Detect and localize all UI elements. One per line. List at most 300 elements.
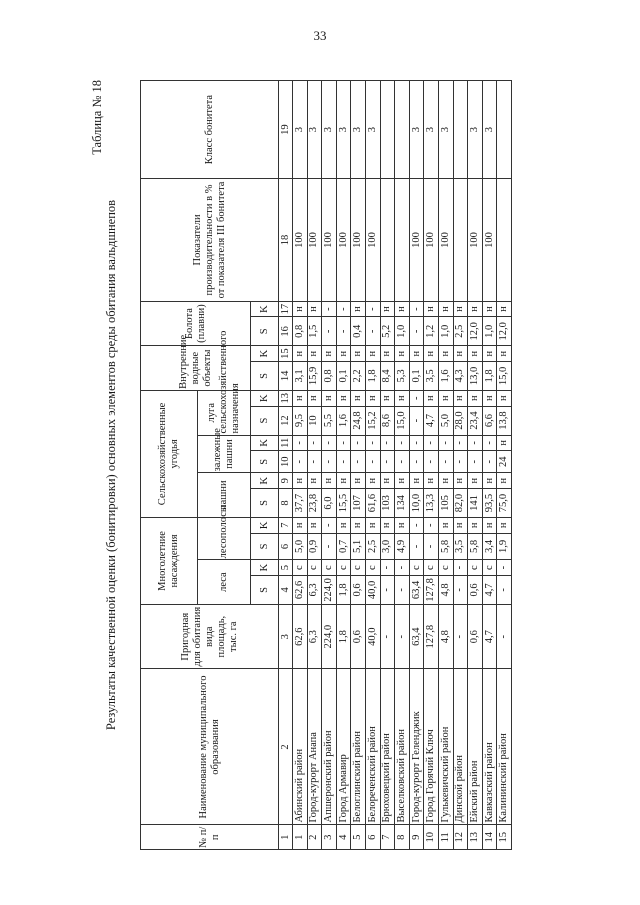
cell-a-s: 6,0	[322, 489, 337, 518]
cell-m-s: 5,0	[438, 406, 453, 435]
cell-w-k: н	[409, 346, 424, 362]
cell-bg-k: -	[336, 301, 351, 317]
cell-b-s: 1,9	[497, 533, 512, 560]
cell-name: Кавказский район	[482, 669, 497, 825]
cell-b-s: -	[322, 533, 337, 560]
cell-f-k: с	[409, 560, 424, 576]
cell-bg-k: н	[380, 301, 395, 317]
cell-name: Белоглинский район	[351, 669, 366, 825]
cell-n: 3	[322, 825, 337, 850]
cell-m-k: н	[453, 390, 468, 406]
cell-f-s: 1,8	[336, 575, 351, 604]
header-s: S	[251, 317, 279, 346]
cell-n: 11	[438, 825, 453, 850]
cell-b-s: 3,0	[380, 533, 395, 560]
cell-b-k: н	[453, 517, 468, 533]
header-k: K	[251, 517, 279, 533]
cell-bg-s: 1,5	[307, 317, 322, 346]
cell-f-k: -	[497, 560, 512, 576]
cell-n: 5	[351, 825, 366, 850]
cell-f-k: с	[438, 560, 453, 576]
cell-bg-k: -	[322, 301, 337, 317]
col-number: 11	[279, 435, 293, 451]
cell-f-s: -	[453, 575, 468, 604]
header-agri: Сельскохозяйственные угодья	[141, 390, 198, 517]
cell-w-s: 0,8	[322, 361, 337, 390]
page-number: 33	[313, 28, 327, 43]
col-number: 4	[279, 575, 293, 604]
cell-f-k: с	[293, 560, 308, 576]
cell-f-s: 127,8	[424, 575, 439, 604]
cell-bg-k: -	[365, 301, 380, 317]
cell-w-s: 15,0	[497, 361, 512, 390]
cell-c: 3	[438, 81, 453, 179]
cell-b-k: -	[409, 517, 424, 533]
cell-p: 100	[482, 179, 497, 302]
cell-bg-s: 5,2	[380, 317, 395, 346]
cell-m-s: 13,8	[497, 406, 512, 435]
cell-n: 15	[497, 825, 512, 850]
cell-w-s: 1,8	[365, 361, 380, 390]
cell-bg-s: 1,0	[438, 317, 453, 346]
cell-m-k: н	[497, 390, 512, 406]
cell-b-k: -	[322, 517, 337, 533]
cell-c: 3	[482, 81, 497, 179]
header-fallow: залежные пашни	[198, 435, 251, 473]
cell-name: Брюховецкий район	[380, 669, 395, 825]
cell-fp-k: -	[468, 435, 483, 451]
cell-p: 100	[468, 179, 483, 302]
cell-area: 0,6	[468, 604, 483, 669]
cell-f-s: 4,7	[482, 575, 497, 604]
cell-bg-k: н	[395, 301, 410, 317]
cell-name: Апшеронский район	[322, 669, 337, 825]
cell-m-s: 4,7	[424, 406, 439, 435]
cell-b-k: н	[293, 517, 308, 533]
table-row	[322, 81, 337, 850]
header-k: K	[251, 560, 279, 576]
cell-a-k: н	[336, 473, 351, 489]
cell-a-s: 37,7	[293, 489, 308, 518]
cell-w-s: 1,8	[482, 361, 497, 390]
cell-m-s: 1,6	[336, 406, 351, 435]
col-number: 10	[279, 451, 293, 473]
cell-f-s: 63,4	[409, 575, 424, 604]
cell-f-s: 6,3	[307, 575, 322, 604]
header-k: K	[251, 473, 279, 489]
cell-fp-k: -	[424, 435, 439, 451]
table-row	[307, 81, 322, 850]
cell-w-k: н	[395, 346, 410, 362]
cell-m-k: н	[438, 390, 453, 406]
cell-c: 3	[351, 81, 366, 179]
cell-m-s: 8,6	[380, 406, 395, 435]
cell-name: Белореченский район	[365, 669, 380, 825]
cell-n: 6	[365, 825, 380, 850]
cell-fp-s: -	[307, 451, 322, 473]
cell-m-k: н	[322, 390, 337, 406]
cell-fp-s: -	[380, 451, 395, 473]
cell-w-k: н	[336, 346, 351, 362]
cell-b-s: 5,8	[468, 533, 483, 560]
cell-f-s: -	[380, 575, 395, 604]
cell-bg-s: -	[322, 317, 337, 346]
cell-fp-s: -	[322, 451, 337, 473]
cell-p: 100	[293, 179, 308, 302]
cell-b-k: н	[380, 517, 395, 533]
cell-b-s: 5,0	[293, 533, 308, 560]
cell-c: 3	[468, 81, 483, 179]
header-water: Внутренние водные объекты	[141, 346, 251, 391]
cell-w-k: н	[365, 346, 380, 362]
col-number: 14	[279, 361, 293, 390]
cell-c: 3	[365, 81, 380, 179]
cell-w-s: 15,9	[307, 361, 322, 390]
cell-area: 62,6	[293, 604, 308, 669]
cell-m-k: н	[293, 390, 308, 406]
cell-bg-s: 0,4	[351, 317, 366, 346]
rotated-table-block	[90, 80, 610, 850]
cell-bg-k: н	[424, 301, 439, 317]
cell-fp-k: н	[497, 435, 512, 451]
header-s: S	[251, 406, 279, 435]
bonitet-table	[140, 80, 512, 850]
cell-a-s: 82,0	[453, 489, 468, 518]
cell-w-k: н	[307, 346, 322, 362]
cell-m-k: н	[395, 390, 410, 406]
table-row	[409, 81, 424, 850]
cell-a-k: н	[307, 473, 322, 489]
cell-f-k: -	[453, 560, 468, 576]
cell-m-s: -	[409, 406, 424, 435]
cell-m-s: 28,0	[453, 406, 468, 435]
cell-n: 9	[409, 825, 424, 850]
cell-w-s: 3,1	[293, 361, 308, 390]
cell-bg-s: 1,0	[395, 317, 410, 346]
table-row	[482, 81, 497, 850]
header-perennial: Многолетние насаждения	[141, 517, 198, 604]
cell-b-s: 2,5	[365, 533, 380, 560]
col-number: 7	[279, 517, 293, 533]
cell-w-k: н	[482, 346, 497, 362]
cell-name: Динской район	[453, 669, 468, 825]
cell-name: Выселковский район	[395, 669, 410, 825]
cell-a-k: н	[497, 473, 512, 489]
cell-b-k: н	[497, 517, 512, 533]
cell-f-s: 4,8	[438, 575, 453, 604]
cell-a-s: 15,5	[336, 489, 351, 518]
cell-p	[395, 179, 410, 302]
cell-m-k: н	[482, 390, 497, 406]
header-k: K	[251, 435, 279, 451]
cell-w-s: 5,3	[395, 361, 410, 390]
cell-n: 14	[482, 825, 497, 850]
cell-m-s: 5,5	[322, 406, 337, 435]
header-bonitet: Класс бонитета	[141, 81, 279, 179]
cell-bg-s: -	[365, 317, 380, 346]
cell-p: 100	[409, 179, 424, 302]
cell-fp-s: -	[409, 451, 424, 473]
cell-name: Город Горячий Ключ	[424, 669, 439, 825]
cell-w-s: 13,0	[468, 361, 483, 390]
table-row	[395, 81, 410, 850]
cell-a-k: н	[468, 473, 483, 489]
cell-b-k: н	[395, 517, 410, 533]
col-number: 2	[279, 669, 293, 825]
header-s: S	[251, 533, 279, 560]
header-meadows: луга сельскохозяйственного назначения	[198, 390, 251, 435]
col-number: 9	[279, 473, 293, 489]
cell-a-s: 10,0	[409, 489, 424, 518]
cell-p: 100	[424, 179, 439, 302]
cell-bg-k: н	[453, 301, 468, 317]
cell-a-k: н	[424, 473, 439, 489]
col-number: 16	[279, 317, 293, 346]
cell-b-k: н	[482, 517, 497, 533]
col-number: 13	[279, 390, 293, 406]
cell-bg-s: 12,0	[468, 317, 483, 346]
cell-f-k: с	[336, 560, 351, 576]
cell-fp-k: -	[453, 435, 468, 451]
cell-fp-s: -	[438, 451, 453, 473]
cell-fp-k: -	[409, 435, 424, 451]
cell-c: 3	[409, 81, 424, 179]
cell-p: 100	[322, 179, 337, 302]
cell-p: 100	[438, 179, 453, 302]
cell-a-s: 134	[395, 489, 410, 518]
cell-b-k: н	[468, 517, 483, 533]
cell-c	[380, 81, 395, 179]
cell-w-k: н	[468, 346, 483, 362]
cell-m-s: 9,5	[293, 406, 308, 435]
header-forests: леса	[198, 560, 251, 605]
cell-a-k: н	[453, 473, 468, 489]
cell-a-s: 13,3	[424, 489, 439, 518]
cell-w-k: н	[380, 346, 395, 362]
cell-f-s: 224,0	[322, 575, 337, 604]
cell-area: 127,8	[424, 604, 439, 669]
cell-c	[395, 81, 410, 179]
cell-fp-k: -	[380, 435, 395, 451]
cell-fp-k: -	[322, 435, 337, 451]
header-s: S	[251, 489, 279, 518]
cell-w-k: н	[293, 346, 308, 362]
cell-a-k: н	[482, 473, 497, 489]
cell-m-k: н	[424, 390, 439, 406]
col-number: 15	[279, 346, 293, 362]
cell-fp-k: -	[293, 435, 308, 451]
cell-f-k: с	[468, 560, 483, 576]
cell-b-s: 3,4	[482, 533, 497, 560]
cell-name: Город-курорт Анапа	[307, 669, 322, 825]
cell-f-k: с	[322, 560, 337, 576]
cell-bg-k: н	[497, 301, 512, 317]
header-bogs: Болота (плавни)	[141, 301, 251, 346]
cell-c: 3	[293, 81, 308, 179]
cell-b-s: 4,9	[395, 533, 410, 560]
cell-b-s: 5,8	[438, 533, 453, 560]
cell-f-k: с	[307, 560, 322, 576]
cell-fp-s: -	[351, 451, 366, 473]
cell-b-k: н	[438, 517, 453, 533]
cell-n: 2	[307, 825, 322, 850]
cell-c: 3	[424, 81, 439, 179]
cell-a-k: н	[438, 473, 453, 489]
cell-p	[497, 179, 512, 302]
cell-f-k: -	[380, 560, 395, 576]
cell-area: 0,6	[351, 604, 366, 669]
cell-c: 3	[307, 81, 322, 179]
table-label: Таблица № 18	[90, 80, 104, 155]
cell-w-k: н	[438, 346, 453, 362]
cell-p: 100	[336, 179, 351, 302]
header-s: S	[251, 451, 279, 473]
cell-p	[380, 179, 395, 302]
cell-a-s: 141	[468, 489, 483, 518]
header-k: K	[251, 390, 279, 406]
col-number: 5	[279, 560, 293, 576]
cell-area: -	[453, 604, 468, 669]
cell-m-k: н	[380, 390, 395, 406]
cell-m-k: н	[365, 390, 380, 406]
cell-fp-k: -	[307, 435, 322, 451]
header-productivity: Показатели производительности в % от показателя III бонитета	[141, 179, 279, 302]
col-number: 8	[279, 489, 293, 518]
col-number: 6	[279, 533, 293, 560]
cell-w-k: н	[351, 346, 366, 362]
cell-bg-k: н	[293, 301, 308, 317]
cell-w-k: н	[424, 346, 439, 362]
cell-fp-s: -	[365, 451, 380, 473]
cell-m-k: н	[468, 390, 483, 406]
table-row	[453, 81, 468, 850]
cell-b-k: -	[424, 517, 439, 533]
cell-m-s: 6,6	[482, 406, 497, 435]
table-body	[293, 81, 512, 850]
cell-area: 4,7	[482, 604, 497, 669]
cell-f-k: с	[365, 560, 380, 576]
cell-area: 224,0	[322, 604, 337, 669]
cell-b-k: н	[336, 517, 351, 533]
cell-f-s: -	[395, 575, 410, 604]
table-caption: Результаты качественной оценки (бонитировки) основных элементов среды обитания вальдшнепов	[104, 199, 118, 731]
cell-f-s: 0,6	[468, 575, 483, 604]
table-row	[424, 81, 439, 850]
cell-w-s: 8,4	[380, 361, 395, 390]
table-row	[438, 81, 453, 850]
cell-name: Город Армавир	[336, 669, 351, 825]
cell-a-k: н	[409, 473, 424, 489]
cell-n: 10	[424, 825, 439, 850]
cell-area: 40,0	[365, 604, 380, 669]
cell-f-s: 0,6	[351, 575, 366, 604]
cell-a-k: н	[322, 473, 337, 489]
table-row	[497, 81, 512, 850]
cell-f-s: 40,0	[365, 575, 380, 604]
cell-area: 1,8	[336, 604, 351, 669]
table-row	[380, 81, 395, 850]
cell-n: 12	[453, 825, 468, 850]
cell-fp-k: -	[395, 435, 410, 451]
cell-area: -	[380, 604, 395, 669]
header-arable: пашни	[198, 473, 251, 518]
cell-n: 13	[468, 825, 483, 850]
cell-area: -	[395, 604, 410, 669]
cell-c	[497, 81, 512, 179]
cell-b-s: -	[424, 533, 439, 560]
cell-m-s: 10	[307, 406, 322, 435]
cell-c	[453, 81, 468, 179]
cell-b-k: н	[351, 517, 366, 533]
cell-f-s: 62,6	[293, 575, 308, 604]
header-name: Наименование муниципального образования	[141, 669, 279, 825]
table-row	[468, 81, 483, 850]
cell-m-k: н	[336, 390, 351, 406]
cell-m-k: н	[351, 390, 366, 406]
cell-bg-s: 1,2	[424, 317, 439, 346]
cell-a-k: н	[365, 473, 380, 489]
cell-w-s: 0,1	[409, 361, 424, 390]
table-row	[351, 81, 366, 850]
cell-a-s: 107	[351, 489, 366, 518]
cell-fp-s: -	[293, 451, 308, 473]
cell-bg-k: н	[307, 301, 322, 317]
cell-w-s: 0,1	[336, 361, 351, 390]
header-k: K	[251, 301, 279, 317]
cell-fp-k: -	[336, 435, 351, 451]
cell-b-k: н	[365, 517, 380, 533]
cell-m-s: 23,4	[468, 406, 483, 435]
cell-a-s: 105	[438, 489, 453, 518]
col-number: 18	[279, 179, 293, 302]
cell-p: 100	[351, 179, 366, 302]
cell-name: Город-курорт Геленджик	[409, 669, 424, 825]
cell-c: 3	[322, 81, 337, 179]
cell-f-k: с	[351, 560, 366, 576]
cell-b-s: -	[409, 533, 424, 560]
cell-bg-s: 2,5	[453, 317, 468, 346]
header-no: № п/п	[141, 825, 279, 850]
cell-a-k: н	[293, 473, 308, 489]
cell-name: Ейский район	[468, 669, 483, 825]
cell-b-s: 5,1	[351, 533, 366, 560]
cell-bg-k: н	[468, 301, 483, 317]
cell-bg-s: 12,0	[497, 317, 512, 346]
header-s: S	[251, 361, 279, 390]
table-row	[293, 81, 308, 850]
cell-name: Калининский район	[497, 669, 512, 825]
cell-a-s: 61,6	[365, 489, 380, 518]
cell-a-s: 75,0	[497, 489, 512, 518]
col-number: 19	[279, 81, 293, 179]
col-number: 1	[279, 825, 293, 850]
cell-bg-k: н	[482, 301, 497, 317]
cell-bg-s: 1,0	[482, 317, 497, 346]
cell-f-k: -	[395, 560, 410, 576]
cell-m-s: 15,0	[395, 406, 410, 435]
table-row	[336, 81, 351, 850]
cell-fp-k: -	[482, 435, 497, 451]
cell-w-s: 4,3	[453, 361, 468, 390]
cell-p: 100	[307, 179, 322, 302]
cell-fp-s: 24	[497, 451, 512, 473]
cell-area: -	[497, 604, 512, 669]
header-s: S	[251, 575, 279, 604]
cell-f-s: -	[497, 575, 512, 604]
cell-n: 8	[395, 825, 410, 850]
cell-w-k: н	[453, 346, 468, 362]
cell-fp-s: -	[395, 451, 410, 473]
